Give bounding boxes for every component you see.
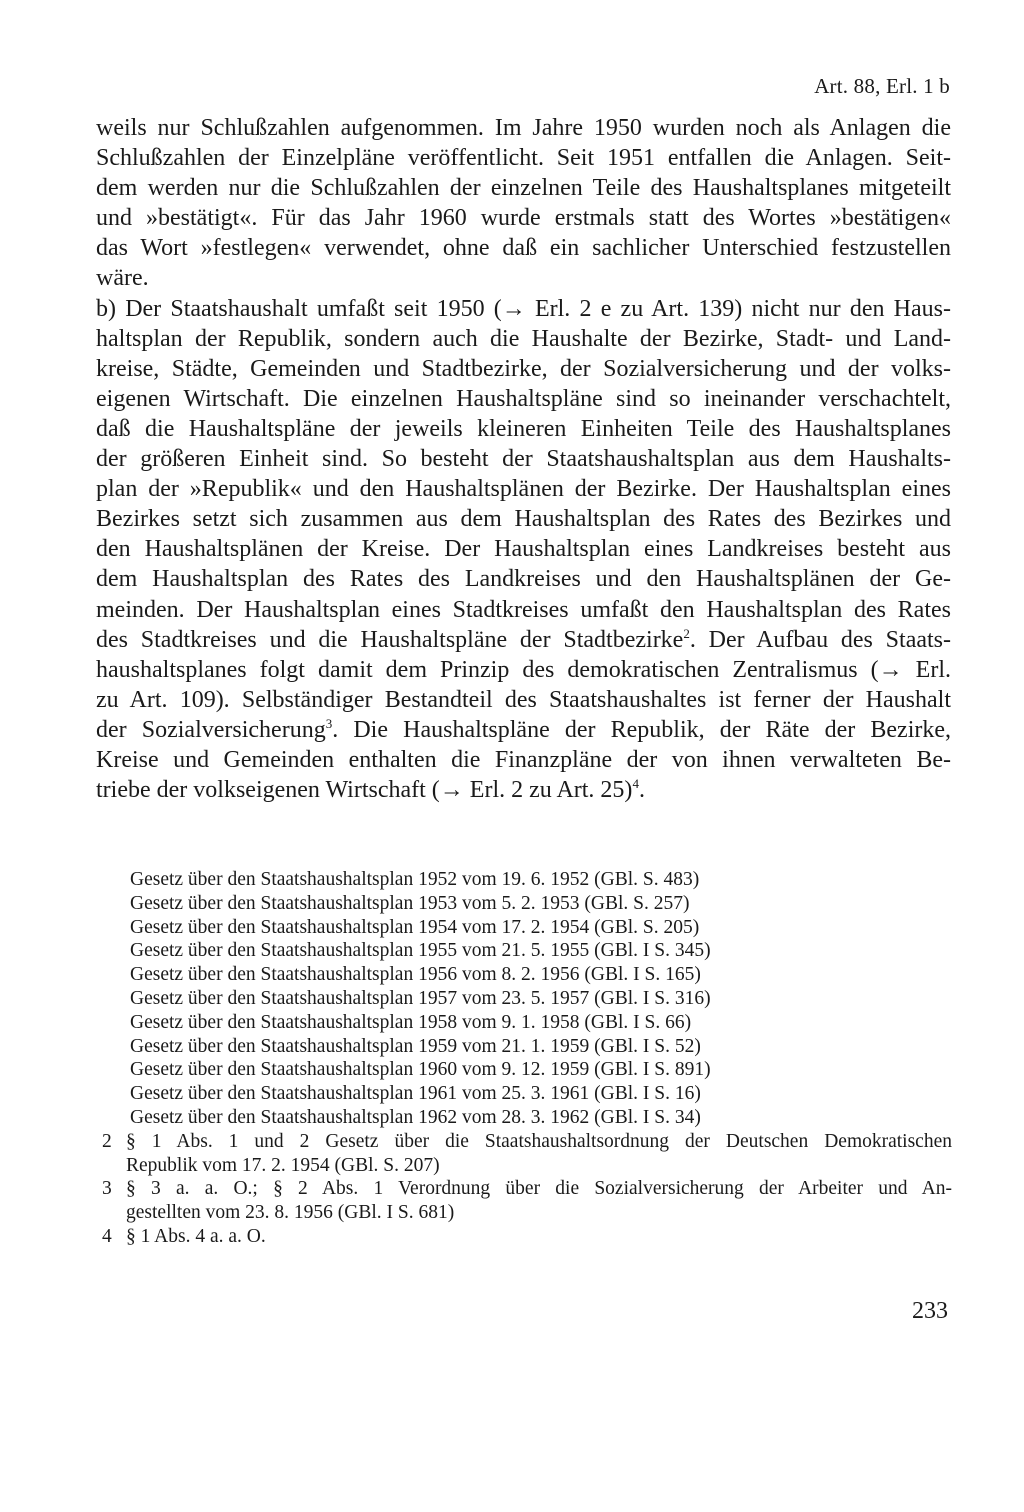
body-line-text: . bbox=[638, 777, 645, 804]
footnote-line: § 1 Abs. 4 a. a. O. bbox=[126, 1225, 266, 1247]
body-line: den Haushaltsplänen der Kreise. Der Haushaltsplan eines Landkreises besteht aus bbox=[96, 536, 951, 563]
body-line-text: . Die Haushaltspläne der Republik, der Räte der Bezirke, bbox=[332, 716, 952, 743]
body-line bbox=[96, 715, 951, 745]
body-line: plan der »Republik« und den Haushaltsplänen der Bezirke. Der Haushaltsplan eines bbox=[96, 476, 951, 503]
footnote-line: gestellten vom 23. 8. 1956 (GBl. I S. 681) bbox=[126, 1202, 455, 1224]
body-line: zu Art. 109). Selbständiger Bestandteil des Staatshaushaltes ist ferner der Haushalt bbox=[96, 686, 951, 713]
body-line-text: . Der Aufbau des Staats- bbox=[689, 626, 951, 653]
body-line: das Wort »festlegen« verwendet, ohne daß ein sachlicher Unterschied festzustellen bbox=[96, 235, 951, 262]
body-line: daß die Haushaltspläne der jeweils kleineren Einheiten Teile des Haushaltsplanes bbox=[96, 415, 951, 442]
footnote-law-item: Gesetz über den Staatshaushaltsplan 1960 vom 9. 12. 1959 (GBl. I S. 891) bbox=[130, 1059, 711, 1081]
page-number: 233 bbox=[912, 1298, 948, 1324]
body-line-text: der Sozialversicherung bbox=[96, 716, 326, 743]
footnote-ref: 2 bbox=[683, 625, 690, 641]
body-line: haushaltsplanes folgt damit dem Prinzip des demokratischen Zentralismus (→ Erl. bbox=[96, 656, 951, 683]
body-line: Bezirkes setzt sich zusammen aus dem Haushaltsplan des Rates des Bezirkes und bbox=[96, 506, 951, 533]
footnote-line: § 3 a. a. O.; § 2 Abs. 1 Verordnung über die Sozialversicherung der Arbeiter und An- bbox=[126, 1178, 952, 1200]
footnote-law-item: Gesetz über den Staatshaushaltsplan 1953 vom 5. 2. 1953 (GBl. S. 257) bbox=[130, 892, 690, 914]
body-line: der größeren Einheit sind. So besteht der Staatshaushaltsplan aus dem Haushalts- bbox=[96, 446, 951, 473]
body-line: dem Haushaltsplan des Rates des Landkreises und den Haushaltsplänen der Ge- bbox=[96, 566, 951, 593]
body-line: dem werden nur die Schlußzahlen der einzelnen Teile des Haushaltsplanes mitgeteilt bbox=[96, 175, 951, 202]
footnote-law-item: Gesetz über den Staatshaushaltsplan 1956 vom 8. 2. 1956 (GBl. I S. 165) bbox=[130, 964, 701, 986]
footnote-law-item: Gesetz über den Staatshaushaltsplan 1957 vom 23. 5. 1957 (GBl. I S. 316) bbox=[130, 987, 711, 1009]
running-head: Art. 88, Erl. 1 b bbox=[814, 74, 950, 98]
footnote-law-item: Gesetz über den Staatshaushaltsplan 1952 vom 19. 6. 1952 (GBl. S. 483) bbox=[130, 869, 700, 890]
footnote-law-item: Gesetz über den Staatshaushaltsplan 1958 vom 9. 1. 1958 (GBl. I S. 66) bbox=[130, 1011, 692, 1033]
footnote-4 bbox=[102, 1225, 952, 1249]
footnote-law-item: Gesetz über den Staatshaushaltsplan 1961 vom 25. 3. 1961 (GBl. I S. 16) bbox=[130, 1083, 701, 1105]
footnotes bbox=[102, 868, 952, 1249]
footnote-3 bbox=[102, 1177, 952, 1225]
body-line bbox=[96, 775, 951, 805]
body-line bbox=[96, 625, 951, 655]
footnote-number: 2 bbox=[102, 1130, 112, 1152]
body-line-text: des Stadtkreises und die Haushaltspläne der Stadtbezirke bbox=[96, 626, 684, 653]
footnote-number: 4 bbox=[102, 1225, 112, 1247]
body-line: und »bestätigt«. Für das Jahr 1960 wurde erstmals statt des Wortes »bestätigen« bbox=[96, 205, 951, 232]
footnote-line: § 1 Abs. 1 und 2 Gesetz über die Staatshaushaltsordnung der Deutschen Demokratischen bbox=[126, 1130, 952, 1152]
footnote-number: 3 bbox=[102, 1178, 112, 1200]
body-line: meinden. Der Haushaltsplan eines Stadtkreises umfaßt den Haushaltsplan des Rates bbox=[96, 596, 951, 623]
footnote-2 bbox=[102, 1130, 952, 1178]
body-text bbox=[96, 113, 951, 805]
body-line: eigenen Wirtschaft. Die einzelnen Haushaltspläne sind so ineinander verschachtelt, bbox=[96, 385, 951, 412]
body-line: wäre. bbox=[96, 265, 149, 292]
footnote-law-item: Gesetz über den Staatshaushaltsplan 1959 vom 21. 1. 1959 (GBl. I S. 52) bbox=[130, 1035, 701, 1057]
footnote-law-item: Gesetz über den Staatshaushaltsplan 1954 vom 17. 2. 1954 (GBl. S. 205) bbox=[130, 916, 700, 938]
body-line: haltsplan der Republik, sondern auch die Haushalte der Bezirke, Stadt- und Land- bbox=[96, 325, 951, 352]
footnote-law-item: Gesetz über den Staatshaushaltsplan 1962 vom 28. 3. 1962 (GBl. I S. 34) bbox=[130, 1106, 701, 1128]
footnote-ref: 4 bbox=[632, 776, 639, 792]
body-line: kreise, Städte, Gemeinden und Stadtbezirke, der Sozialversicherung und der volks- bbox=[96, 355, 951, 382]
body-line: b) Der Staatshaushalt umfaßt seit 1950 (→ Erl. 2 e zu Art. 139) nicht nur den Haus- bbox=[96, 295, 951, 322]
body-line-text: triebe der volkseigenen Wirtschaft (→ Erl. 2 zu Art. 25) bbox=[96, 777, 633, 804]
body-line: Kreise und Gemeinden enthalten die Finanzpläne der von ihnen verwalteten Be- bbox=[96, 746, 951, 773]
body-line: Schlußzahlen der Einzelpläne veröffentlicht. Seit 1951 entfallen die Anlagen. Seit- bbox=[96, 145, 951, 172]
footnote-ref: 3 bbox=[325, 715, 333, 731]
footnote-line: Republik vom 17. 2. 1954 (GBl. S. 207) bbox=[126, 1154, 440, 1176]
footnote-law-item: Gesetz über den Staatshaushaltsplan 1955 vom 21. 5. 1955 (GBl. I S. 345) bbox=[130, 940, 711, 962]
body-line: weils nur Schlußzahlen aufgenommen. Im Jahre 1950 wurden noch als Anlagen die bbox=[96, 115, 951, 141]
